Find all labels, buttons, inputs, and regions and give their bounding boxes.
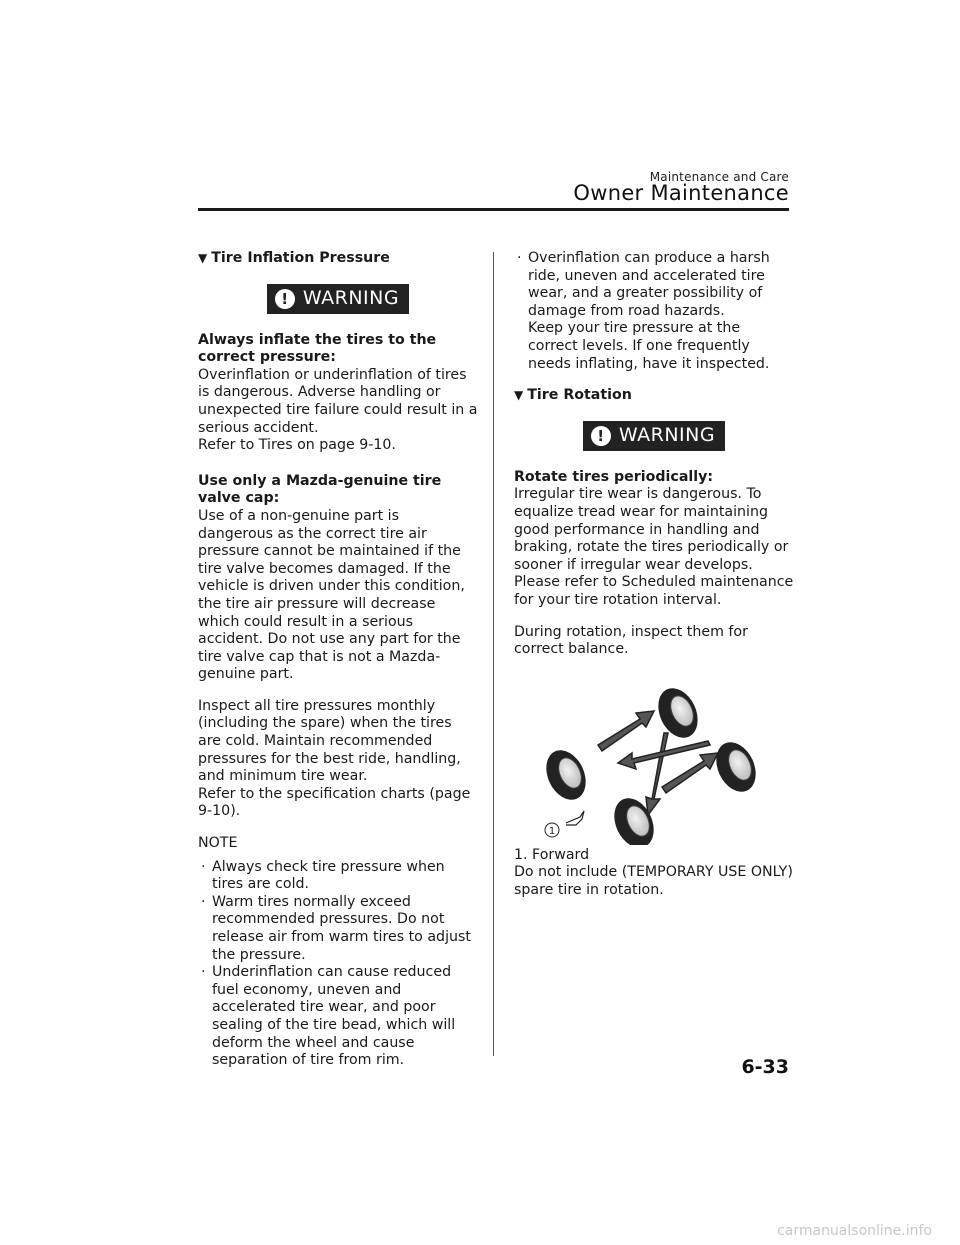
tire-rotation-heading bbox=[514, 387, 794, 405]
bullet-icon: · bbox=[201, 858, 206, 875]
rotation-arrows bbox=[598, 711, 718, 815]
tire-inflation-heading bbox=[198, 250, 478, 268]
warning-body: Use of a non-genuine part is dangerous as the correct tire air pressure cannot be maintained if the tire valve becomes damaged. If the vehicle is driven under this condition, the tire air pressure will decrease which could result in a serious accident. Do not use any part for the tire valve cap that is not a Mazda-genuine part. bbox=[198, 507, 465, 683]
callout-number: 1 bbox=[548, 825, 556, 837]
list-item bbox=[198, 859, 478, 894]
warning-title: Always inflate the tires to the correct pressure: bbox=[198, 331, 437, 366]
triangle-down-icon: ▼ bbox=[198, 251, 208, 265]
warning-label: WARNING bbox=[618, 423, 716, 446]
tire-rear-left bbox=[651, 682, 706, 744]
warning-label: WARNING bbox=[302, 286, 400, 309]
heading-text: Tire Rotation bbox=[527, 387, 632, 404]
paragraph-text: Inspect all tire pressures monthly (including the spare) when the tires are cold. Maintain recommended pressures for the best ride, handling, and minimum tire wear. bbox=[198, 697, 461, 785]
warning-title: Rotate tires periodically: bbox=[514, 468, 714, 485]
page-title: Owner Maintenance bbox=[573, 181, 789, 205]
warning-badge bbox=[267, 284, 409, 314]
warning-title: Use only a Mazda-genuine tire valve cap: bbox=[198, 472, 442, 507]
column-divider bbox=[493, 252, 494, 1056]
exclamation-icon: ! bbox=[275, 289, 295, 309]
watermark: carmanualsonline.info bbox=[777, 1223, 932, 1239]
rotation-paragraph: During rotation, inspect them for correct balance. bbox=[514, 623, 748, 658]
exclamation-icon: ! bbox=[591, 426, 611, 446]
left-column bbox=[198, 250, 478, 1070]
caption-text: Do not include (TEMPORARY USE ONLY) spare tire in rotation. bbox=[514, 864, 793, 898]
forward-arrow-icon bbox=[566, 811, 584, 825]
note-list-continued bbox=[514, 250, 794, 373]
section-label: Maintenance and Care bbox=[649, 170, 789, 184]
page-number: 6-33 bbox=[741, 1056, 789, 1078]
bullet-icon: · bbox=[517, 250, 522, 266]
right-column bbox=[514, 250, 794, 899]
list-item-text: Always check tire pressure when tires are cold. bbox=[212, 858, 445, 893]
list-item bbox=[514, 250, 794, 373]
bullet-icon: · bbox=[201, 893, 206, 910]
arrow-front-right-to-rear-right bbox=[662, 753, 718, 793]
caption-label: 1. Forward bbox=[514, 846, 590, 863]
warning-block-2 bbox=[198, 473, 478, 684]
warning-badge-wrap bbox=[514, 421, 794, 451]
inspect-paragraph bbox=[198, 698, 478, 821]
warning-reference: Refer to Tires on page 9-10. bbox=[198, 437, 396, 454]
note-list bbox=[198, 859, 478, 1070]
header-rule bbox=[198, 208, 789, 211]
list-item bbox=[198, 894, 478, 964]
warning-block-1 bbox=[198, 332, 478, 455]
forward-indicator bbox=[545, 811, 584, 837]
tire-rotation-diagram bbox=[514, 675, 794, 845]
arrow-rear-left-to-front-right bbox=[646, 733, 668, 815]
tire-front-left bbox=[539, 744, 594, 806]
list-item-text: Underinflation can cause reduced fuel economy, uneven and accelerated tire wear, and poor sealing of the tire bead, which will deform the wheel and cause separation of tire from rim. bbox=[212, 964, 456, 1069]
triangle-down-icon: ▼ bbox=[514, 388, 524, 403]
bullet-icon: · bbox=[201, 964, 206, 981]
rotation-diagram-svg bbox=[514, 675, 794, 845]
note-label: NOTE bbox=[198, 835, 238, 852]
list-item-text: Overinflation can produce a harsh ride, uneven and accelerated tire wear, and a greater possibility of damage from road hazards. bbox=[528, 250, 770, 319]
warning-body: Irregular tire wear is dangerous. To equalize tread wear for maintaining good performance in handling and braking, rotate the tires periodically or sooner if irregular wear develops. Please refer to Scheduled maintenance for your tire rotation interval. bbox=[514, 486, 794, 608]
arrow-front-left-to-rear-left bbox=[598, 711, 654, 751]
heading-text: Tire Inflation Pressure bbox=[211, 250, 390, 266]
figure-caption bbox=[514, 847, 794, 900]
list-item-text: Keep your tire pressure at the correct levels. If one frequently needs inflating, have it inspected. bbox=[528, 320, 770, 372]
warning-badge-wrap bbox=[198, 284, 478, 314]
paragraph-reference: Refer to the specification charts (page 9-10). bbox=[198, 785, 471, 820]
warning-badge bbox=[583, 421, 725, 451]
list-item bbox=[198, 964, 478, 1070]
warning-body: Overinflation or underinflation of tires is dangerous. Adverse handling or unexpected tire failure could result in a serious accident. bbox=[198, 366, 478, 436]
list-item-text: Warm tires normally exceed recommended pressures. Do not release air from warm tires to adjust the pressure. bbox=[212, 893, 471, 963]
rotation-warning-block bbox=[514, 469, 794, 610]
tire-rear-right bbox=[709, 736, 764, 798]
